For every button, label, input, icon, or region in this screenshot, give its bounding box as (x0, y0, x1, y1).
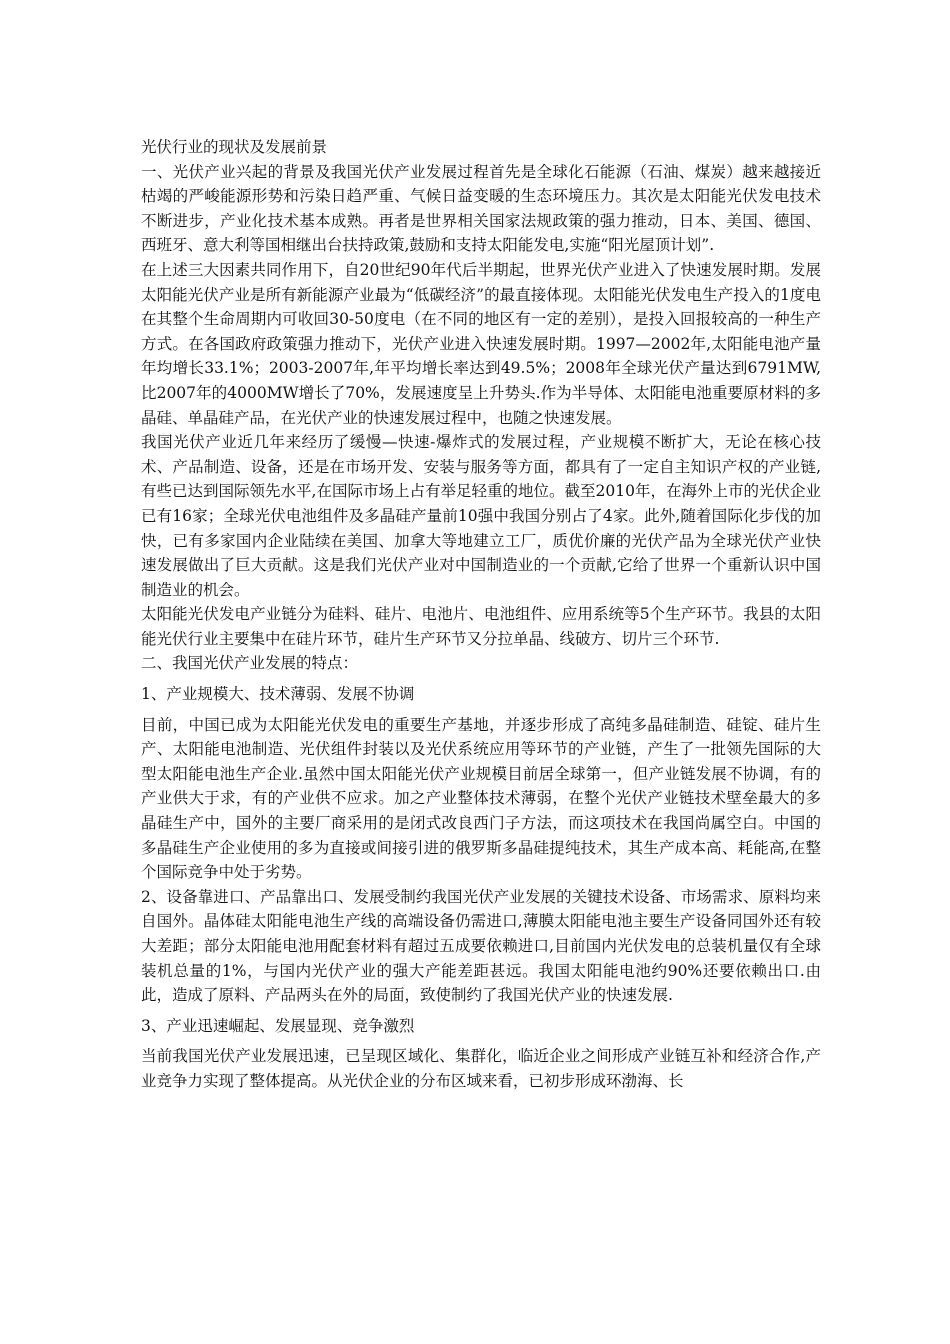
subheading-2: 2、设备靠进口、产品靠出口、发展受制约我国光伏产业发展的关键技术设备、市场需求、原料均来自国外。晶体硅太阳能电池生产线的高端设备仍需进口,薄膜太阳能电池主要生产设备同国外还有较大差距；部分太阳能电池用配套材料有超过五成要依赖进口,目前国内光伏发电的总装机量仅有全球装机总量的1%，与国内光伏产业的强大产能差距甚远。我国太阳能电池约90%还要依赖出口.由此，造成了原料、产品两头在外的局面，致使制约了我国光伏产业的快速发展. (141, 887, 821, 1005)
subheading-3: 3、产业迅速崛起、发展显现、竞争激烈 (141, 1016, 415, 1035)
paragraph-scale-technology: 目前，中国已成为太阳能光伏发电的重要生产基地，并逐步形成了高纯多晶硅制造、硅锭、硅片生产、太阳能电池制造、光伏组件封装以及光伏系统应用等环节的产业链，产生了一批领先国际的大型太阳能电池生产企业.虽然中国太阳能光伏产业规模目前居全球第一，但产业链发展不协调，有的产业供大于求，有的产业供不应求。加之产业整体技术薄弱，在整个光伏产业链技术壁垒最大的多晶硅生产中，国外的主要厂商采用的是闭式改良西门子方法，而这项技术在我国尚属空白。中国的多晶硅生产企业使用的多为直接或间接引进的俄罗斯多晶硅提纯技术，其生产成本高、耗能高,在整个国际竞争中处于劣势。 (141, 715, 821, 882)
paragraph-world-development: 在上述三大因素共同作用下，自20世纪90年代后半期起，世界光伏产业进入了快速发展时期。发展太阳能光伏产业是所有新能源产业最为“低碳经济”的最直接体现。太阳能光伏发电生产投入的1度电在其整个生命周期内可收回30-50度电（在不同的地区有一定的差别），是投入回报较高的一种生产方式。在各国政府政策强力推动下，光伏产业进入快速发展时期。1997—2002年,太阳能电池产量年均增长33.1%；2003-2007年,年平均增长率达到49.5%；2008年全球光伏产量达到6791MW, 比2007年的4000MW增长了70%，发展速度呈上升势头.作为半导体、太阳能电池重要原材料的多晶硅、单晶硅产品，在光伏产业的快速发展过程中，也随之快速发展。 (141, 260, 821, 427)
paragraph-industry-chain: 太阳能光伏发电产业链分为硅料、硅片、电池片、电池组件、应用系统等5个生产环节。我县的太阳能光伏行业主要集中在硅片环节，硅片生产环节又分拉单晶、线破方、切片三个环节. (141, 605, 821, 648)
document-title: 光伏行业的现状及发展前景 (141, 138, 328, 156)
paragraph-competition: 当前我国光伏产业发展迅速，已呈现区域化、集群化，临近企业之间形成产业链互补和经济合作,产业竞争力实现了整体提高。从光伏企业的分布区域来看，已初步形成环渤海、长 (141, 1047, 821, 1090)
paragraph-background: 一、光伏产业兴起的背景及我国光伏产业发展过程首先是全球化石能源（石油、煤炭）越来越接近枯竭的严峻能源形势和污染日趋严重、气候日益变暖的生态环境压力。其次是太阳能光伏发电技术不断进步，产业化技术基本成熟。再者是世界相关国家法规政策的强力推动，日本、美国、德国、西班牙、意大利等国相继出台扶持政策,鼓励和支持太阳能发电,实施“阳光屋顶计划”. (141, 162, 821, 255)
paragraph-china-development: 我国光伏产业近几年来经历了缓慢—快速-爆炸式的发展过程，产业规模不断扩大，无论在核心技术、产品制造、设备，还是在市场开发、安装与服务等方面，都具有了一定自主知识产权的产业链,有些已达到国际领先水平,在国际市场上占有举足轻重的地位。截至2010年，在海外上市的光伏企业已有16家；全球光伏电池组件及多晶硅产量前10强中我国分别占了4家。此外,随着国际化步伐的加快，已有多家国内企业陆续在美国、加拿大等地建立工厂，质优价廉的光伏产品为全球光伏产业快速发展做出了巨大贡献。这是我们光伏产业对中国制造业的一个贡献,它给了世界一个重新认识中国制造业的机会。 (141, 433, 821, 599)
document-body (141, 135, 821, 1094)
subheading-1: 1、产业规模大、技术薄弱、发展不协调 (141, 685, 415, 704)
section-heading-characteristics: 二、我国光伏产业发展的特点： (141, 654, 359, 673)
